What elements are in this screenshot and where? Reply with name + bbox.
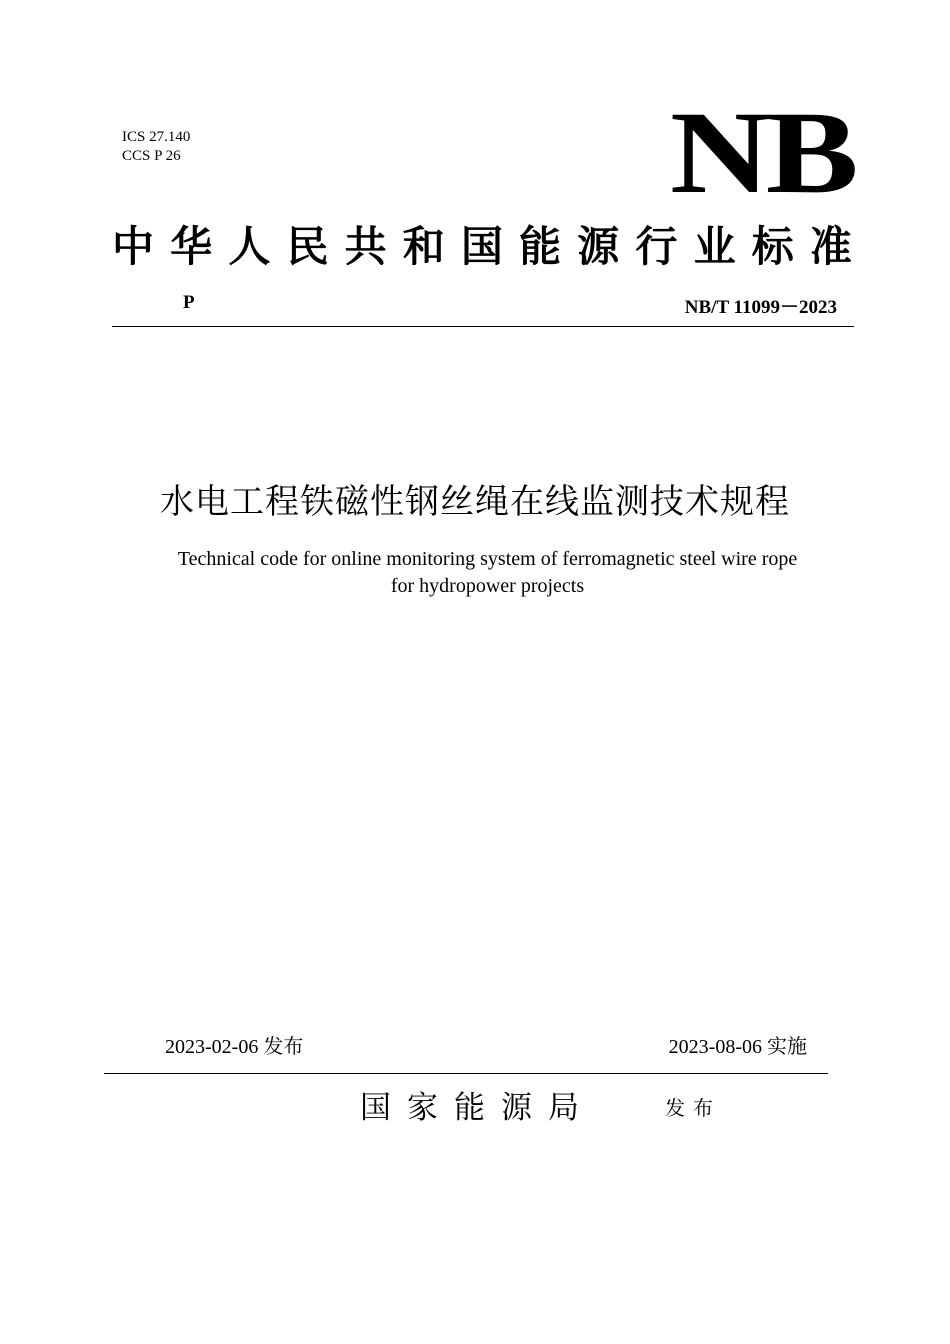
- implement-date: 2023-08-06 实施: [668, 1036, 807, 1058]
- category-code: P: [183, 292, 195, 313]
- classification-codes: [122, 128, 190, 166]
- standard-type-char: 中: [112, 222, 155, 271]
- chinese-title: 水电工程铁磁性钢丝绳在线监测技术规程: [160, 482, 790, 522]
- standard-type-title: [112, 222, 852, 271]
- english-title: [0, 546, 950, 600]
- issuing-authority: 国家能源局: [360, 1090, 595, 1126]
- english-title-line-2: for hydropower projects: [390, 575, 585, 597]
- standard-type-char: 源: [577, 222, 620, 271]
- standard-type-char: 人: [228, 222, 271, 271]
- header-divider: [112, 326, 854, 327]
- publish-date: 2023-02-06 发布: [165, 1036, 304, 1058]
- standard-number: NB/T 11099－2023: [684, 297, 837, 318]
- standard-type-char: 标: [751, 222, 794, 271]
- ics-code: ICS 27.140: [122, 129, 191, 145]
- standard-type-char: 共: [344, 222, 387, 271]
- standard-type-char: 行: [635, 222, 678, 271]
- ccs-code: CCS P 26: [122, 148, 181, 164]
- issue-label: 发布: [665, 1096, 721, 1120]
- standard-type-char: 业: [693, 222, 736, 271]
- footer-divider: [104, 1073, 828, 1074]
- standard-type-char: 华: [170, 222, 213, 271]
- standard-type-char: 准: [809, 222, 852, 271]
- standard-type-char: 和: [402, 222, 445, 271]
- standard-type-char: 能: [519, 222, 562, 271]
- nb-logo: NB: [670, 87, 854, 218]
- standard-type-char: 民: [286, 222, 329, 271]
- english-title-line-1: Technical code for online monitoring system of ferromagnetic steel wire rope: [177, 548, 798, 570]
- standard-type-char: 国: [460, 222, 503, 271]
